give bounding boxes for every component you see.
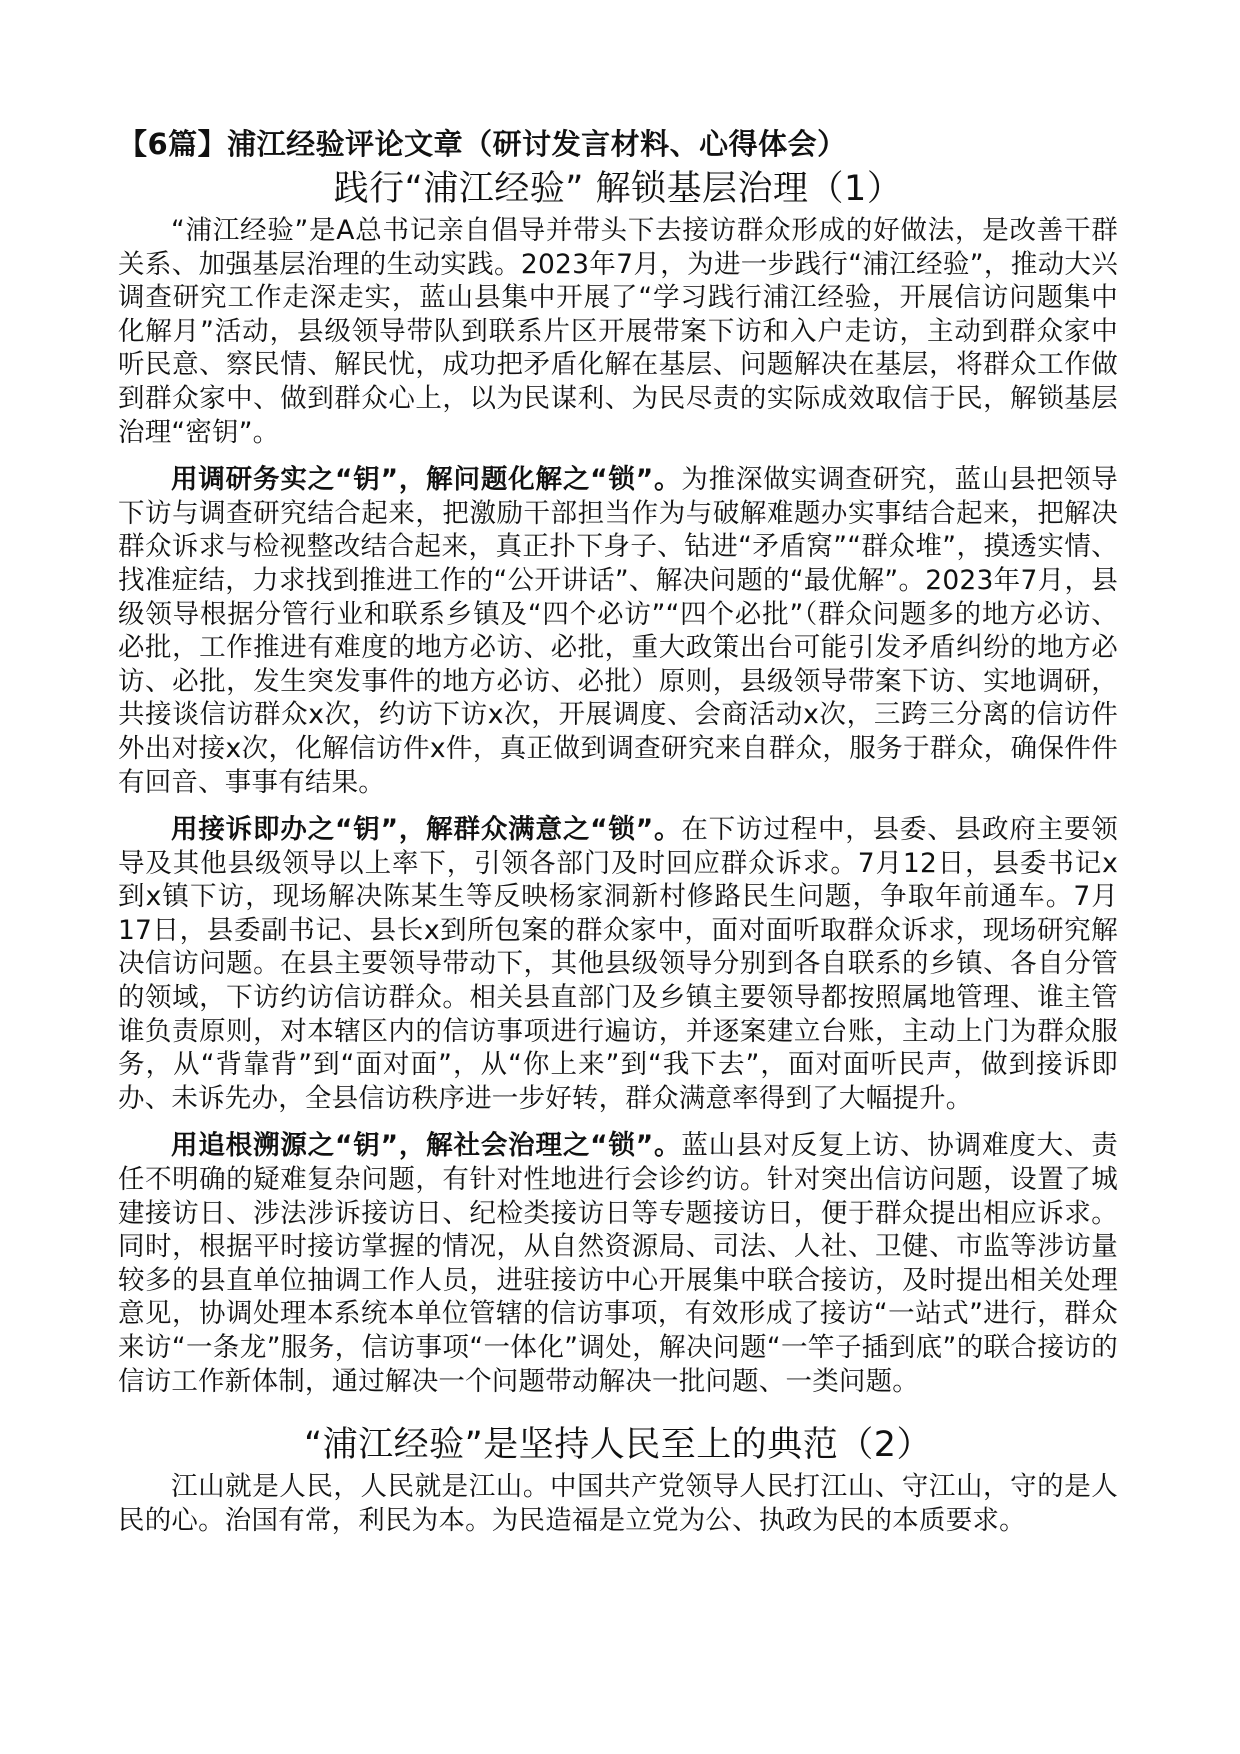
paragraph-text: 为推深做实调查研究，蓝山县把领导下访与调查研究结合起来，把激励干部担当作为与破解难题办实事结合起来，把解决群众诉求与检视整改结合起来，真正扑下身子、钻进“矛盾窝”“群众堆”，摸透实情、找准症结，力求找到推进工作的“公开讲话”、解决问题的“最优解”。2023年7月，县级领导根据分管行业和联系乡镇及“四个必访”“四个必批”（群众问题多的地方必访、必批，工作推进有难度的地方必访、必批，重大政策出台可能引发矛盾纠纷的地方必访、必批，发生突发事件的地方必访、必批）原则，县级领导带案下访、实地调研，共接谈信访群众x次，约访下访x次，开展调度、会商活动x次，三跨三分离的信访件外出对接x次，化解信访件x件，真正做到调查研究来自群众，服务于群众，确保件件有回音、事事有结果。 — [118, 464, 1118, 798]
document-header: 【6篇】浦江经验评论文章（研讨发言材料、心得体会） — [118, 127, 847, 161]
paragraph-research — [118, 463, 1118, 799]
paragraph-text: “浦江经验”是A总书记亲自倡导并带头下去接访群众形成的好做法，是改善干群关系、加强基层治理的生动实践。2023年7月，为进一步践行“浦江经验”，推动大兴调查研究工作走深走实，蓝山县集中开展了“学习践行浦江经验，开展信访问题集中化解月”活动，县级领导带队到联系片区开展带案下访和入户走访，主动到群众家中听民意、察民情、解民忧，成功把矛盾化解在基层、问题解决在基层，将群众工作做到群众家中、做到群众心上，以为民谋利、为民尽责的实际成效取信于民，解锁基层治理“密钥”。 — [118, 215, 1118, 448]
paragraph-lead: 用接诉即办之“钥”，解群众满意之“锁”。 — [171, 814, 682, 846]
article-title: “浦江经验”是坚持人民至上的典范（2） — [303, 1425, 933, 1466]
paragraph-root-cause — [118, 1129, 1118, 1398]
paragraph-text: 江山就是人民，人民就是江山。中国共产党领导人民打江山、守江山，守的是人民的心。治国有常，利民为本。为民造福是立党为公、执政为民的本质要求。 — [118, 1471, 1118, 1536]
document-page — [118, 124, 1118, 1537]
article-1 — [118, 164, 1118, 1398]
paragraph-text: 蓝山县对反复上访、协调难度大、责任不明确的疑难复杂问题，有针对性地进行会诊约访。针对突出信访问题，设置了城建接访日、涉法涉诉接访日、纪检类接访日等专题接访日，便于群众提出相应诉求。同时，根据平时接访掌握的情况，从自然资源局、司法、人社、卫健、市监等涉访量较多的县直单位抽调工作人员，进驻接访中心开展集中联合接访，及时提出相关处理意见，协调处理本系统本单位管辖的信访事项，有效形成了接访“一站式”进行，群众来访“一条龙”服务，信访事项“一体化”调处，解决问题“一竿子插到底”的联合接访的信访工作新体制，通过解决一个问题带动解决一批问题、一类问题。 — [118, 1130, 1118, 1397]
article-2 — [118, 1420, 1118, 1537]
paragraph-lead: 用调研务实之“钥”，解问题化解之“锁”。 — [171, 464, 682, 496]
article-title: 践行“浦江经验” 解锁基层治理（1） — [333, 169, 903, 209]
paragraph-complaint-handling — [118, 813, 1118, 1115]
paragraph-intro — [118, 214, 1118, 449]
paragraph-intro — [118, 1470, 1118, 1537]
paragraph-text: 在下访过程中，县委、县政府主要领导及其他县级领导以上率下，引领各部门及时回应群众诉求。7月12日，县委书记x到x镇下访，现场解决陈某生等反映杨家洞新村修路民生问题，争取年前通车。7月17日，县委副书记、县长x到所包案的群众家中，面对面听取群众诉求，现场研究解决信访问题。在县主要领导带动下，其他县级领导分别到各自联系的乡镇、各自分管的领域，下访约访信访群众。相关县直部门及乡镇主要领导都按照属地管理、谁主管谁负责原则，对本辖区内的信访事项进行遍访，并逐案建立台账，主动上门为群众服务，从“背靠背”到“面对面”，从“你上来”到“我下去”，面对面听民声，做到接诉即办、未诉先办，全县信访秩序进一步好转，群众满意率得到了大幅提升。 — [118, 814, 1118, 1114]
paragraph-lead: 用追根溯源之“钥”，解社会治理之“锁”。 — [171, 1130, 682, 1162]
